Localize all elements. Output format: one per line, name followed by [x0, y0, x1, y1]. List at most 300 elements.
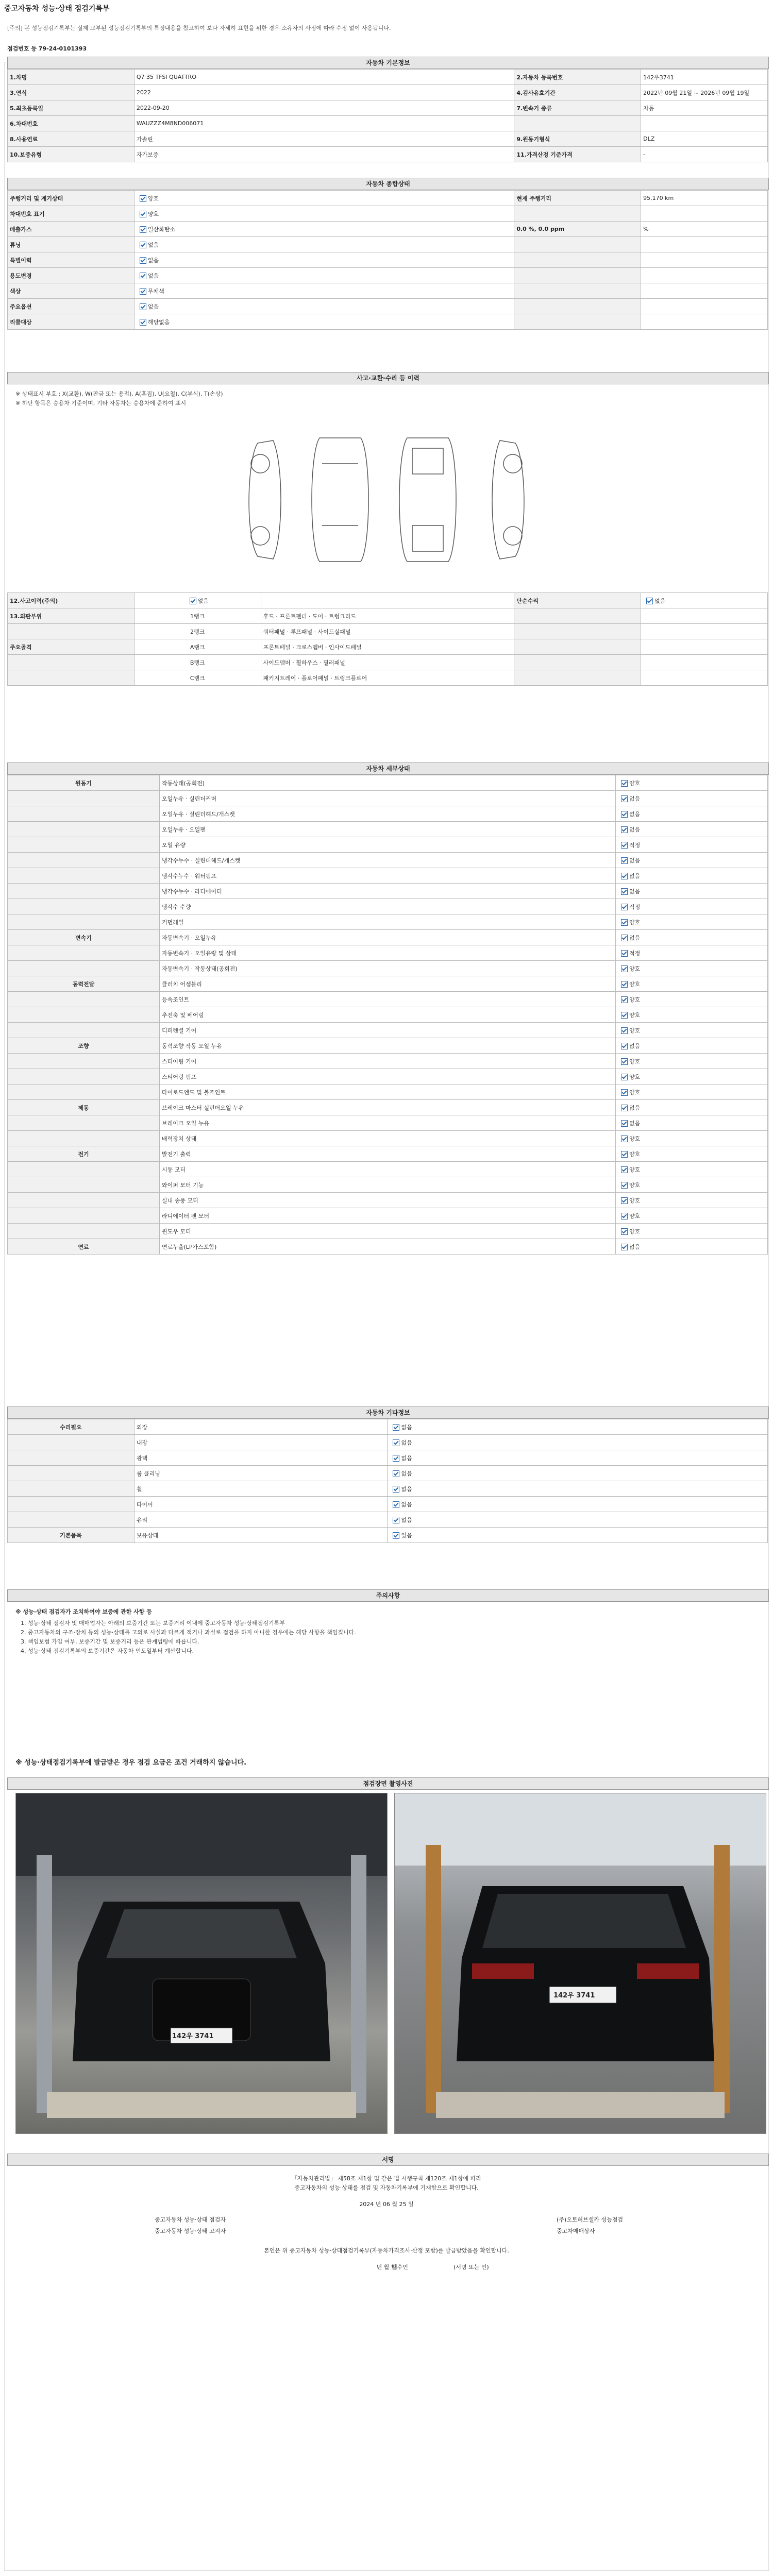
row-label [514, 314, 641, 330]
caution-item: 2. 중고자동차의 구조·장치 등의 성능·상태를 고의로 사실과 다르게 적거나 과실로 점검을 하지 아니한 경우에는 해당 사항을 책임집니다. [21, 1629, 356, 1636]
wheel-icon [251, 527, 270, 545]
checkbox-checked [621, 826, 628, 833]
row-label: 8.사용연료 [8, 131, 135, 147]
signature-line-1: 「자동차관리법」 제58조 제1항 및 같은 법 시행규칙 제120조 제1항에 따라 [291, 2175, 482, 2182]
row-item: 와이퍼 모터 기능 [160, 1177, 616, 1193]
row-item: 오일누유 · 실린더헤드/개스켓 [160, 806, 616, 822]
row-label: 2.자동차 등록번호 [514, 70, 641, 85]
row-item: 발전기 출력 [160, 1146, 616, 1162]
row-state: 없음 [616, 1100, 768, 1115]
row-group [8, 822, 160, 837]
row-state: 없음 [616, 1038, 768, 1054]
table-row [8, 314, 768, 330]
car-rear-photo [395, 1793, 766, 2133]
row-item: 자동변속기 · 작동상태(공회전) [160, 961, 616, 976]
checkbox-checked [621, 904, 628, 910]
table-row [8, 70, 768, 85]
table-row [8, 206, 768, 222]
row-state: 없음 [616, 1239, 768, 1255]
caution-item: 3. 책임보험 가입 여부, 보증기간 및 보증거리 등은 관계법령에 따릅니다. [21, 1638, 199, 1645]
row-item: 브레이크 마스터 실린더오일 누유 [160, 1100, 616, 1115]
row-state: 적정 [616, 899, 768, 914]
row-item: 냉각수 수량 [160, 899, 616, 914]
row-value: 양호 [134, 206, 514, 222]
row-state: 양호 [616, 1177, 768, 1193]
table-row [8, 100, 768, 116]
table-row [8, 1193, 768, 1208]
row-item: 등속조인트 [160, 992, 616, 1007]
checkbox-checked [393, 1439, 399, 1446]
checkbox-checked [140, 242, 146, 248]
row-label [514, 608, 641, 624]
section-header-accident: 사고·교환·수리 등 이력 [7, 372, 769, 384]
row-item: 실내 송풍 모터 [160, 1193, 616, 1208]
checkbox-checked [621, 965, 628, 972]
row-label: 리콜대상 [8, 314, 135, 330]
row-label: 11.가격산정 기준가격 [514, 147, 641, 162]
row-state: 적정 [616, 945, 768, 961]
row-value: - [641, 147, 768, 162]
row-label: 12.사고이력(주의) [8, 593, 135, 608]
checkbox-checked [621, 1166, 628, 1173]
table-row [8, 899, 768, 914]
car-top-front [312, 438, 368, 562]
checkbox-checked [621, 888, 628, 895]
row-group [8, 1007, 160, 1023]
row-item: 배력장치 상태 [160, 1131, 616, 1146]
row-group [8, 884, 160, 899]
checkbox-checked [140, 319, 146, 326]
row-group [8, 1512, 135, 1528]
row-group: 원동기 [8, 775, 160, 791]
checkbox-checked [621, 1120, 628, 1127]
row-label: 차대번호 표기 [8, 206, 135, 222]
row-value [641, 624, 768, 639]
row-value: 2022-09-20 [134, 100, 514, 116]
accident-note: ※ 하단 항목은 승용차 기준이며, 기타 자동차는 승용차에 준하여 표시 [15, 400, 187, 406]
row-label: 단순수리 [514, 593, 641, 608]
row-value: 무채색 [134, 283, 514, 299]
row-group: 조향 [8, 1038, 160, 1054]
row-value: WAUZZZ4M8ND006071 [134, 116, 514, 131]
row-value: 없음 [134, 237, 514, 252]
row-label: 10.보증유형 [8, 147, 135, 162]
row-item: 동력조향 작동 오일 누유 [160, 1038, 616, 1054]
row-item: 윈도우 모터 [160, 1224, 616, 1239]
row-group [8, 1084, 160, 1100]
caution-item: 4. 성능·상태 점검기록부의 보증기간은 자동차 인도일부터 계산합니다. [21, 1648, 194, 1654]
row-value: 2022년 09월 21일 ~ 2026년 09월 19일 [641, 85, 768, 100]
row-item: 룸 클리닝 [134, 1466, 388, 1481]
table-row [8, 1208, 768, 1224]
table-row [8, 147, 768, 162]
row-value [641, 283, 768, 299]
checkbox-checked [621, 935, 628, 941]
cert-number: 점검번호 등 79-24-0101393 [7, 45, 87, 52]
table-row [8, 1512, 768, 1528]
checkbox-checked [190, 598, 196, 604]
row-group: 연료 [8, 1239, 160, 1255]
row-value [641, 299, 768, 314]
row-item: 연료누출(LP가스포함) [160, 1239, 616, 1255]
table-row [8, 914, 768, 930]
row-value: Q7 35 TFSI QUATTRO [134, 70, 514, 85]
row-group [8, 1162, 160, 1177]
row-value: 가솔린 [134, 131, 514, 147]
row-group: 제동 [8, 1100, 160, 1115]
row-item: 타이로드엔드 및 볼조인트 [160, 1084, 616, 1100]
front-plate: 142우 3741 [172, 2032, 214, 2040]
row-state: 양호 [616, 992, 768, 1007]
inspector-name: (주)오토허브셀카 성능점검 [557, 2216, 623, 2223]
row-state: 양호 [616, 775, 768, 791]
table-row [8, 639, 768, 655]
row-group [8, 837, 160, 853]
row-label: 5.최초등록일 [8, 100, 135, 116]
photo-rear [394, 1793, 766, 2134]
table-row [8, 945, 768, 961]
row-value [641, 252, 768, 268]
row-group [8, 1435, 135, 1450]
general-state-table [7, 190, 768, 330]
row-value: 일산화탄소 [134, 222, 514, 237]
table-row [8, 252, 768, 268]
row-state: 없음 [616, 791, 768, 806]
car-left-side [249, 440, 281, 559]
checkbox-checked [621, 1043, 628, 1049]
row-label: 6.차대번호 [8, 116, 135, 131]
row-group: 동력전달 [8, 976, 160, 992]
row-label: 13.외판부위 [8, 608, 135, 624]
checkbox-checked [621, 811, 628, 818]
row-rank: A랭크 [134, 639, 261, 655]
row-label: 현재 주행거리 [514, 191, 641, 206]
checkbox-checked [621, 1012, 628, 1019]
row-item: 타이어 [134, 1497, 388, 1512]
row-group [8, 1177, 160, 1193]
row-value [641, 314, 768, 330]
other-info-table [7, 1419, 768, 1543]
table-row [8, 1497, 768, 1512]
table-row [8, 1239, 768, 1255]
table-row [8, 868, 768, 884]
row-group [8, 806, 160, 822]
table-row [8, 1481, 768, 1497]
row-label: 주요골격 [8, 639, 135, 655]
checkbox-checked [140, 273, 146, 279]
checkbox-checked [621, 842, 628, 849]
table-row [8, 237, 768, 252]
row-item: 스티어링 펌프 [160, 1069, 616, 1084]
table-row [8, 1466, 768, 1481]
checkbox-checked [621, 1244, 628, 1250]
row-value [641, 670, 768, 686]
checkbox-checked [393, 1424, 399, 1431]
row-state: 없음 [388, 1481, 768, 1497]
table-row [8, 299, 768, 314]
row-value: 양호 [134, 191, 514, 206]
caution-footer: ※ 성능·상태점검기록부에 발급받은 경우 점검 요금은 조건 거래하지 않습니다. [15, 1759, 247, 1767]
table-row [8, 222, 768, 237]
row-label [514, 252, 641, 268]
row-item: 보유상태 [134, 1528, 388, 1543]
sign-date: 2024 년 06 월 25 일 [359, 2201, 414, 2208]
row-label: 4.검사유효기간 [514, 85, 641, 100]
row-group [8, 853, 160, 868]
row-state: 없음 [616, 822, 768, 837]
row-state: 없음 [616, 868, 768, 884]
buyer-sign: (서명 또는 인) [453, 2264, 489, 2270]
table-row [8, 976, 768, 992]
table-row [8, 191, 768, 206]
row-value: 없음 [134, 268, 514, 283]
table-row [8, 85, 768, 100]
row-value [641, 206, 768, 222]
row-item: 스티어링 기어 [160, 1054, 616, 1069]
dealer-name: 중고차매매상사 [557, 2228, 595, 2234]
row-label [514, 299, 641, 314]
row-group [8, 1481, 135, 1497]
checkbox-checked [621, 1058, 628, 1065]
row-state: 없음 [616, 853, 768, 868]
table-row [8, 1007, 768, 1023]
row-item: 내장 [134, 1435, 388, 1450]
row-item: 라디에이터 팬 모터 [160, 1208, 616, 1224]
table-row [8, 1146, 768, 1162]
row-rank: C랭크 [134, 670, 261, 686]
table-row [8, 1450, 768, 1466]
checkbox-checked [140, 211, 146, 217]
detail-state-table [7, 775, 768, 1255]
row-item: 오일누유 · 실린더커버 [160, 791, 616, 806]
table-row [8, 992, 768, 1007]
table-row [8, 1528, 768, 1543]
row-state: 양호 [616, 1054, 768, 1069]
row-label: 주요옵션 [8, 299, 135, 314]
table-row [8, 1023, 768, 1038]
row-group: 변속기 [8, 930, 160, 945]
row-value [641, 655, 768, 670]
row-rank: 없음 [134, 593, 261, 608]
row-group: 전기 [8, 1146, 160, 1162]
row-label [514, 268, 641, 283]
row-state: 없음 [616, 930, 768, 945]
sign-date-2: 년 월 일 [376, 2264, 397, 2270]
table-row [8, 1162, 768, 1177]
row-parts: 패키지트레이 · 플로어패널 · 트렁크플로어 [261, 670, 514, 686]
row-rank: 2랭크 [134, 624, 261, 639]
checkbox-checked [140, 226, 146, 233]
row-state: 양호 [616, 1007, 768, 1023]
checkbox-checked [621, 1136, 628, 1142]
checkbox-checked [621, 1089, 628, 1096]
car-top-rear [399, 438, 456, 562]
row-label: 9.원동기형식 [514, 131, 641, 147]
row-state: 양호 [616, 1162, 768, 1177]
row-item: 커먼레일 [160, 914, 616, 930]
row-label [514, 655, 641, 670]
row-state: 양호 [616, 1084, 768, 1100]
checkbox-checked [140, 303, 146, 310]
photo-front [15, 1793, 388, 2134]
table-row [8, 1084, 768, 1100]
row-value: 자동 [641, 100, 768, 116]
table-row [8, 930, 768, 945]
row-label: 색상 [8, 283, 135, 299]
checkbox-checked [393, 1517, 399, 1523]
section-header-general: 자동차 종합상태 [7, 178, 769, 190]
row-group [8, 868, 160, 884]
row-group [8, 1069, 160, 1084]
row-value: DLZ [641, 131, 768, 147]
table-row [8, 806, 768, 822]
row-value: 2022 [134, 85, 514, 100]
row-rank: B랭크 [134, 655, 261, 670]
row-group [8, 961, 160, 976]
buyer-label: 매수인 [392, 2264, 408, 2270]
row-label: 튜닝 [8, 237, 135, 252]
row-group: 수리필요 [8, 1419, 135, 1435]
row-parts: 후드 · 프론트펜더 · 도어 · 트렁크리드 [261, 608, 514, 624]
notice-text: [주의] 본 성능점검기록부는 실제 교부된 성능점검기록부의 특정내용을 참고하여 보다 자세히 표현을 위한 경우 소유자의 사정에 따라 수정 없이 사용됩니다. [7, 25, 391, 31]
checkbox-checked [621, 1151, 628, 1158]
row-parts: 프론트패널 · 크로스멤버 · 인사이드패널 [261, 639, 514, 655]
row-value: % [641, 222, 768, 237]
checkbox-checked [140, 288, 146, 295]
row-parts [261, 593, 514, 608]
row-item: 휠 [134, 1481, 388, 1497]
table-row [8, 1177, 768, 1193]
caution-list [21, 1619, 763, 1656]
table-row [8, 1419, 768, 1435]
row-item: 자동변속기 · 오일유량 및 상태 [160, 945, 616, 961]
row-label [8, 670, 135, 686]
checkbox-checked [393, 1486, 399, 1493]
checkbox-checked [621, 1074, 628, 1080]
row-state: 없음 [616, 884, 768, 899]
row-state: 있음 [388, 1528, 768, 1543]
row-item: 냉각수누수 · 실린더헤드/개스켓 [160, 853, 616, 868]
row-state: 없음 [388, 1419, 768, 1435]
row-group [8, 899, 160, 914]
basic-info-table [7, 69, 768, 162]
section-header-basic: 자동차 기본정보 [7, 57, 769, 69]
table-row [8, 283, 768, 299]
row-state: 양호 [616, 1023, 768, 1038]
section-header-caution: 주의사항 [7, 1589, 769, 1602]
checkbox-checked [621, 1027, 628, 1034]
row-state: 양호 [616, 1208, 768, 1224]
table-row [8, 1435, 768, 1450]
row-item: 오일 유량 [160, 837, 616, 853]
table-row [8, 1054, 768, 1069]
row-item: 광택 [134, 1450, 388, 1466]
row-item: 추진축 및 베어링 [160, 1007, 616, 1023]
row-state: 양호 [616, 961, 768, 976]
section-header-detail: 자동차 세부상태 [7, 762, 769, 775]
row-item: 클러치 어셈블리 [160, 976, 616, 992]
checkbox-checked [393, 1455, 399, 1462]
row-state: 양호 [616, 1131, 768, 1146]
checkbox-checked [621, 1213, 628, 1219]
table-row [8, 1115, 768, 1131]
checkbox-checked [646, 598, 653, 604]
row-state: 없음 [388, 1497, 768, 1512]
checkbox-checked [393, 1501, 399, 1508]
row-label [514, 283, 641, 299]
checkbox-checked [621, 1105, 628, 1111]
table-row [8, 853, 768, 868]
row-label: 0.0 %, 0.0 ppm [514, 222, 641, 237]
row-value: 없음 [641, 593, 768, 608]
row-group [8, 1131, 160, 1146]
accident-legend: ※ 상태표시 부호 : X(교환), W(판금 또는 용접), A(흠집), U(요철), C(부식), T(손상) [15, 391, 223, 397]
row-label [514, 624, 641, 639]
dealer-label: 중고자동차 성능·상태 고지자 [155, 2228, 226, 2234]
row-group [8, 1450, 135, 1466]
row-state: 양호 [616, 1146, 768, 1162]
row-group [8, 1193, 160, 1208]
checkbox-checked [621, 857, 628, 864]
row-label: 특별이력 [8, 252, 135, 268]
signature-line-2: 중고자동차의 성능·상태를 점검 및 자동차기록부에 기재함으로 확인합니다. [294, 2184, 479, 2191]
row-state: 없음 [388, 1435, 768, 1450]
row-item: 시동 모터 [160, 1162, 616, 1177]
table-row [8, 1038, 768, 1054]
checkbox-checked [621, 780, 628, 787]
table-row [8, 791, 768, 806]
row-value [641, 608, 768, 624]
accident-table [7, 592, 768, 686]
row-label [8, 655, 135, 670]
row-value: 자가보증 [134, 147, 514, 162]
table-row [8, 670, 768, 686]
row-label [514, 206, 641, 222]
table-row [8, 1069, 768, 1084]
row-group [8, 1224, 160, 1239]
row-label [514, 639, 641, 655]
table-row [8, 268, 768, 283]
row-value: 없음 [134, 299, 514, 314]
row-parts: 쿼터패널 · 루프패널 · 사이드실패널 [261, 624, 514, 639]
table-row [8, 884, 768, 899]
checkbox-checked [393, 1470, 399, 1477]
row-state: 적정 [616, 837, 768, 853]
row-label [514, 116, 641, 131]
checkbox-checked [621, 795, 628, 802]
checkbox-checked [621, 873, 628, 879]
row-group [8, 1208, 160, 1224]
row-label: 주행거리 및 계기상태 [8, 191, 135, 206]
row-item: 디퍼렌셜 기어 [160, 1023, 616, 1038]
car-diagram [227, 422, 546, 577]
row-group [8, 1054, 160, 1069]
table-row [8, 1131, 768, 1146]
table-row [8, 131, 768, 147]
car-right-side [492, 440, 524, 559]
wheel-icon [503, 454, 522, 473]
row-state: 양호 [616, 1224, 768, 1239]
row-group [8, 914, 160, 930]
row-value: 142우3741 [641, 70, 768, 85]
row-parts: 사이드멤버 · 휠하우스 · 필러패널 [261, 655, 514, 670]
row-item: 냉각수누수 · 라디에이터 [160, 884, 616, 899]
table-row [8, 1100, 768, 1115]
section-header-photos: 점검장면 촬영사진 [7, 1777, 769, 1790]
row-group [8, 1115, 160, 1131]
row-group [8, 1497, 135, 1512]
checkbox-checked [621, 950, 628, 957]
